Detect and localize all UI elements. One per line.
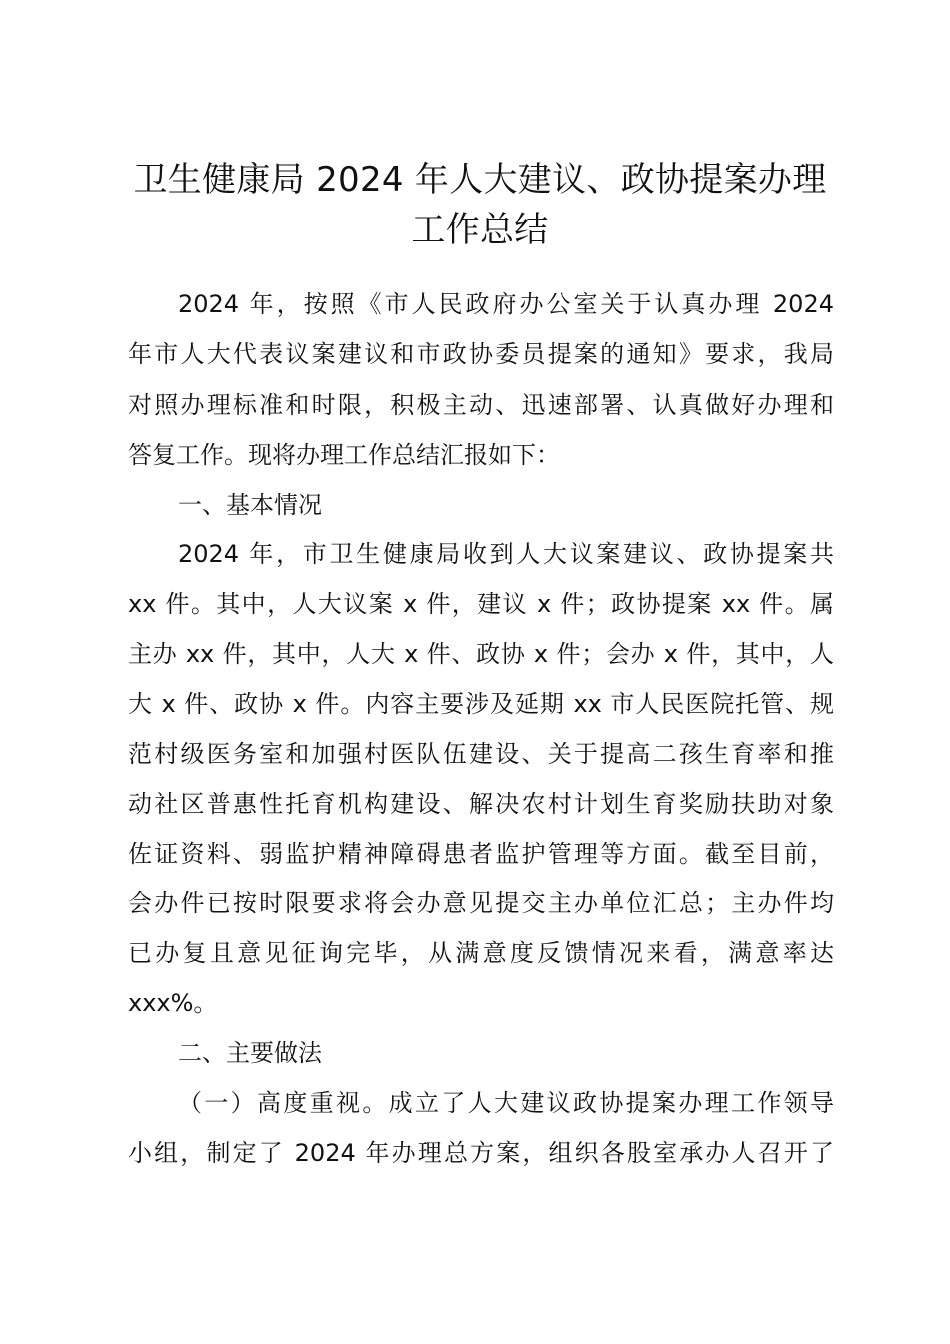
basic-situation-line: 佐证资料、弱监护精神障碍患者监护管理等方面。截至目前， [128, 840, 834, 868]
document-title-line-1: 卫生健康局 2024 年人大建议、政协提案办理 [133, 160, 827, 200]
basic-situation-line: 已办复且意见征询完毕，从满意度反馈情况来看，满意率达 [128, 939, 834, 967]
document-title-line-2: 工作总结 [411, 210, 549, 250]
section-heading-practices: 二、主要做法 [178, 1039, 322, 1067]
basic-situation-line: 2024 年，市卫生健康局收到人大议案建议、政协提案共 [178, 540, 834, 568]
basic-situation-line: xxx%。 [128, 989, 218, 1017]
basic-situation-line: 动社区普惠性托育机构建设、解决农村计划生育奖励扶助对象 [128, 790, 834, 818]
section-heading-basic: 一、基本情况 [178, 491, 322, 519]
intro-paragraph-line: 年市人大代表议案建议和市政协委员提案的通知》要求，我局 [128, 340, 834, 368]
basic-situation-line: 大 x 件、政协 x 件。内容主要涉及延期 xx 市人民医院托管、规 [128, 690, 834, 718]
basic-situation-line: 主办 xx 件，其中，人大 x 件、政协 x 件；会办 x 件，其中，人 [128, 640, 834, 668]
intro-paragraph-line: 答复工作。现将办理工作总结汇报如下： [128, 441, 560, 469]
basic-situation-line: xx 件。其中，人大议案 x 件，建议 x 件；政协提案 xx 件。属 [128, 590, 834, 618]
intro-paragraph-line: 对照办理标准和时限，积极主动、迅速部署、认真做好办理和 [128, 391, 834, 419]
practices-paragraph-line: （一）高度重视。成立了人大建议政协提案办理工作领导 [178, 1089, 834, 1117]
intro-paragraph-line: 2024 年，按照《市人民政府办公室关于认真办理 2024 [178, 290, 834, 318]
practices-paragraph-line: 小组，制定了 2024 年办理总方案，组织各股室承办人召开了 [128, 1139, 834, 1167]
basic-situation-line: 会办件已按时限要求将会办意见提交主办单位汇总；主办件均 [128, 889, 834, 917]
basic-situation-line: 范村级医务室和加强村医队伍建设、关于提高二孩生育率和推 [128, 740, 834, 768]
